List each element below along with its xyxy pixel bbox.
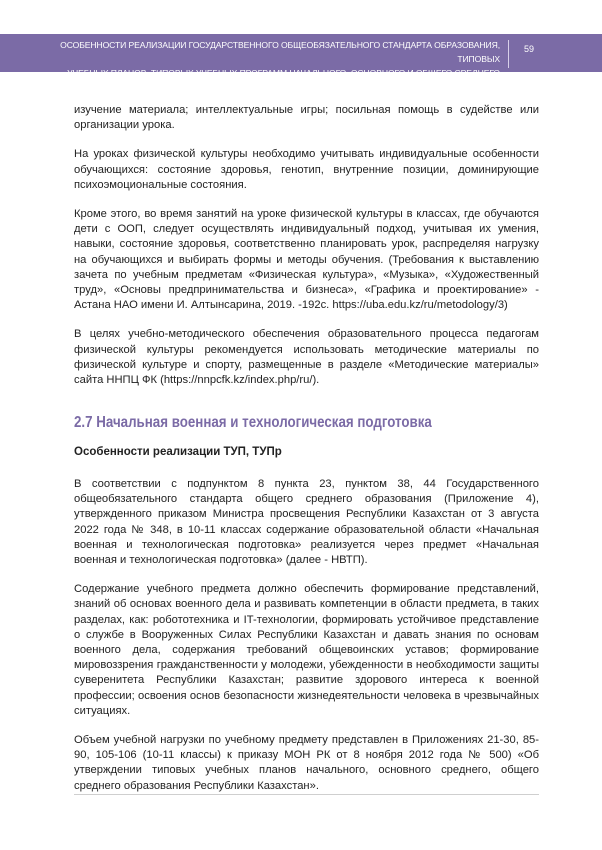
paragraph: На уроках физической культуры необходимо учитывать индивидуальные особенности обучающихся: состояние здоровья, генотип, внутренние позиции, доминирующие психоэмоциональные состояния.	[74, 148, 539, 191]
body-text-bottom	[74, 477, 539, 794]
paragraph: Объем учебной нагрузки по учебному предмету представлен в Приложениях 21-30, 85-90, 105-106 (10-11 классы) к приказу МОН РК от 8 ноября 2012 года № 500) «Об утверждении типовых учебных планов начального, основного среднего, общего среднего образования Республики Казахстан».	[74, 734, 539, 792]
section-subheading: Особенности реализации ТУП, ТУПр	[74, 446, 282, 458]
body-text-top	[74, 103, 539, 388]
paragraph: изучение материала; интеллектуальные игры; посильная помощь в судействе или организации урока.	[74, 104, 539, 132]
running-header	[60, 38, 500, 94]
running-header-line-2: УЧЕБНЫХ ПЛАНОВ, ТИПОВЫХ УЧЕБНЫХ ПРОГРАММ НАЧАЛЬНОГО, ОСНОВНОГО И ОБЩЕГО СРЕДНЕГО ОБРАЗОВАНИЯ	[67, 68, 500, 92]
section-heading: 2.7 Начальная военная и технологическая подготовка	[74, 414, 432, 431]
page-number: 59	[523, 44, 534, 54]
footer-divider	[74, 794, 539, 795]
paragraph: Содержание учебного предмета должно обеспечить формирование представлений, знаний об основах военного дела и развивать компетенции в области предмета, в таких разделах, как: робототехника и IT-технологии, формировать устойчивое представление о службе в Вооруженных Силах Республики Казахстан и давать знания по основам военного дела, содержания требований общевоинских уставов; формирование мировоззрения гражданственности у молодежи, убежденности в необходимости защиты суверенитета Республики Казахстан; развитие здорового интереса к военной профессии; освоения основ безопасности жизнедеятельности человека в чрезвычайных ситуациях.	[74, 583, 539, 717]
paragraph: В соответствии с подпунктом 8 пункта 23, пунктом 38, 44 Государственного общеобязательного стандарта общего среднего образования (Приложение 4), утвержденного приказом Министра просвещения Республики Казахстан от 3 августа 2022 года № 348, в 10-11 классах содержание образовательной области «Начальная военная и технологическая подготовка» реализуется через предмет «Начальная военная и технологическая подготовка» (далее - НВТП).	[74, 478, 539, 567]
header-divider	[508, 40, 509, 68]
running-header-line-1: ОСОБЕННОСТИ РЕАЛИЗАЦИИ ГОСУДАРСТВЕННОГО ОБЩЕОБЯЗАТЕЛЬНОГО СТАНДАРТА ОБРАЗОВАНИЯ, ТИПОВЫХ	[60, 40, 500, 64]
paragraph: В целях учебно-методического обеспечения образовательного процесса педагогам физической культуры рекомендуется использовать методические материалы по физической культуре и спорту, размещенные в разделе «Методические материалы» сайта ННПЦ ФК (https://nnpcfk.kz/index.php/ru/).	[74, 328, 539, 387]
paragraph: Кроме этого, во время занятий на уроке физической культуры в классах, где обучаются дети с ООП, следует осуществлять индивидуальный подход, учитывая их умения, навыки, состояние здоровья, соответственно планировать урок, распределяя нагрузку на обучающихся и выбирать формы и методы обучения. (Требования к выставлению зачета по учебным предметам «Физическая культура», «Музыка», «Художественный труд», «Основы предпринимательства и бизнеса», «Графика и проектирование» - Астана НАО имени И. Алтынсарина, 2019. -192с. https://uba.edu.kz/ru/metodology/3)	[74, 208, 539, 312]
